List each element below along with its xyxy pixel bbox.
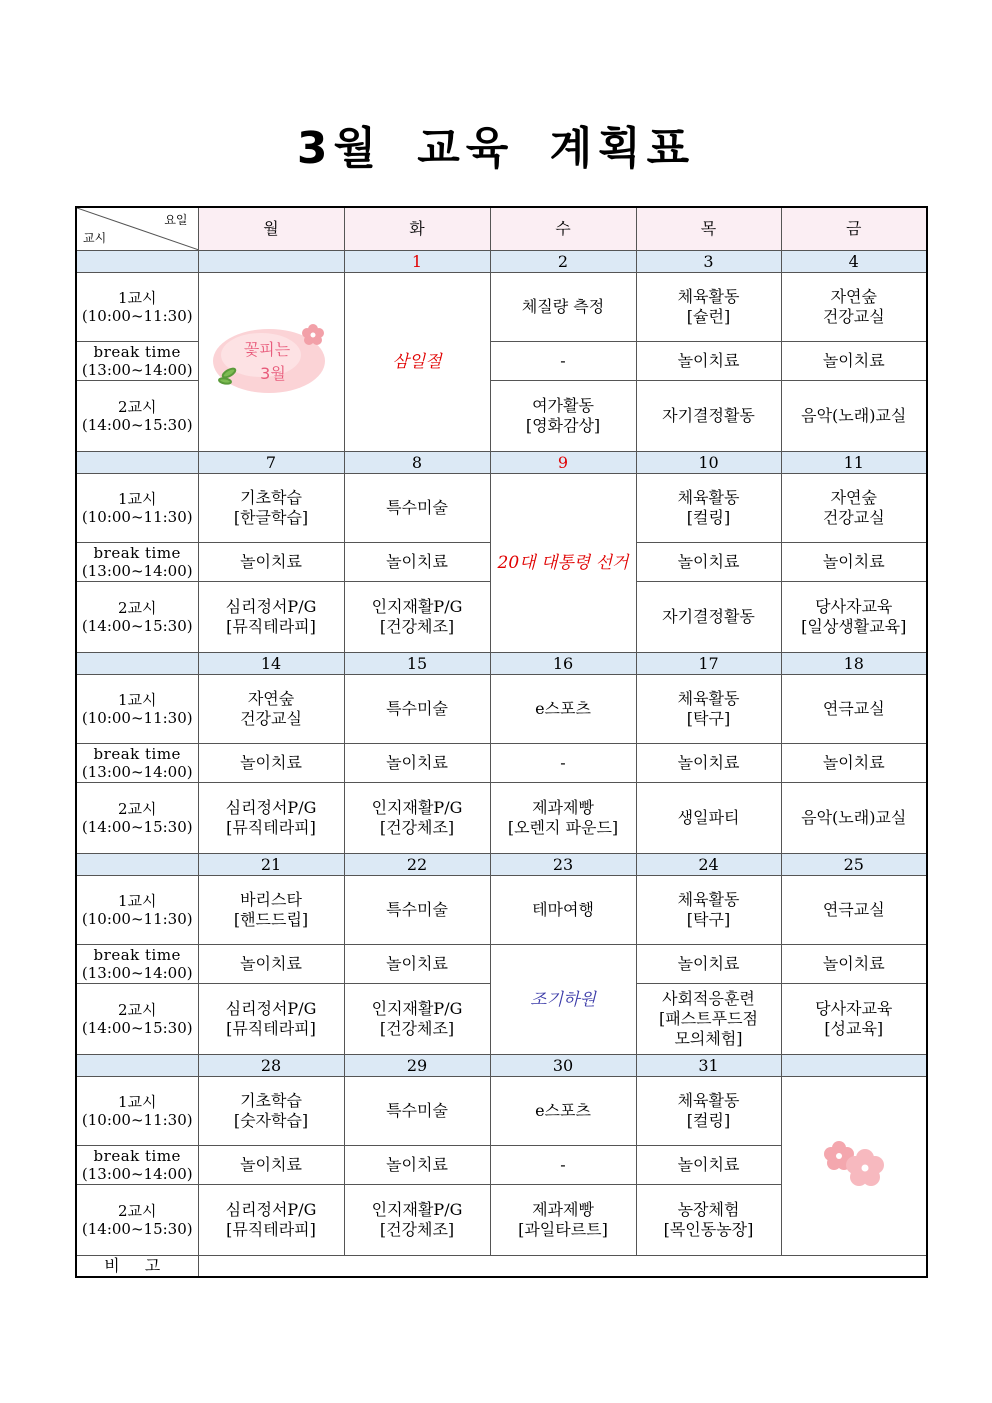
activity-cell: 심리정서P/G [뮤직테라피] — [198, 783, 344, 854]
corner-period-label: 교시 — [83, 231, 107, 245]
date-cell: 10 — [636, 452, 781, 474]
activity-cell: 특수미술 — [344, 1077, 490, 1146]
activity-cell: 당사자교육 [일상생활교육] — [781, 582, 927, 653]
activity-cell: 체육활동 [탁구] — [636, 876, 781, 945]
period-label: 1교시 (10:00~11:30) — [76, 474, 198, 543]
activity-cell: 바리스타 [핸드드립] — [198, 876, 344, 945]
activity-cell: 놀이치료 — [198, 945, 344, 984]
date-cell: 16 — [490, 653, 636, 675]
early-dismissal-cell: 조기하원 — [490, 945, 636, 1055]
date-cell: 15 — [344, 653, 490, 675]
activity-cell: 체질량 측정 — [490, 273, 636, 342]
date-row-label — [76, 653, 198, 675]
activity-cell: 제과제빵 [과일타르트] — [490, 1185, 636, 1256]
activity-cell: 특수미술 — [344, 675, 490, 744]
period-row — [76, 273, 927, 342]
activity-cell: 놀이치료 — [781, 342, 927, 381]
date-cell: 17 — [636, 653, 781, 675]
period-label: break time (13:00~14:00) — [76, 342, 198, 381]
activity-cell: 당사자교육 [성교육] — [781, 984, 927, 1055]
day-header-tue: 화 — [344, 207, 490, 251]
period-label: 1교시 (10:00~11:30) — [76, 876, 198, 945]
activity-cell: 놀이치료 — [781, 543, 927, 582]
date-row — [76, 452, 927, 474]
activity-cell: 제과제빵 [오렌지 파운드] — [490, 783, 636, 854]
holiday-cell: 20대 대통령 선거 — [490, 474, 636, 653]
period-row — [76, 675, 927, 744]
activity-cell: e스포츠 — [490, 1077, 636, 1146]
date-row-label — [76, 854, 198, 876]
activity-cell: 기초학습 [한글학습] — [198, 474, 344, 543]
period-label: break time (13:00~14:00) — [76, 543, 198, 582]
activity-cell: 놀이치료 — [781, 744, 927, 783]
date-cell: 28 — [198, 1055, 344, 1077]
date-cell: 8 — [344, 452, 490, 474]
activity-cell: 놀이치료 — [344, 1146, 490, 1185]
period-label: break time (13:00~14:00) — [76, 744, 198, 783]
date-cell: 29 — [344, 1055, 490, 1077]
date-cell: 2 — [490, 251, 636, 273]
activity-cell: 체육활동 [슐런] — [636, 273, 781, 342]
activity-cell: 여가활동 [영화감상] — [490, 381, 636, 452]
activity-cell: 자연숲 건강교실 — [198, 675, 344, 744]
date-row-label — [76, 251, 198, 273]
period-label: break time (13:00~14:00) — [76, 945, 198, 984]
activity-cell: 자기결정활동 — [636, 381, 781, 452]
date-row-label — [76, 1055, 198, 1077]
date-cell: 3 — [636, 251, 781, 273]
activity-cell: 사회적응훈련 [패스트푸드점 모의체험] — [636, 984, 781, 1055]
cherry-blossom-icon — [819, 1134, 889, 1194]
activity-cell: 놀이치료 — [636, 342, 781, 381]
date-cell: 21 — [198, 854, 344, 876]
day-header-fri: 금 — [781, 207, 927, 251]
activity-cell: 음악(노래)교실 — [781, 381, 927, 452]
date-cell — [198, 251, 344, 273]
activity-cell: 특수미술 — [344, 876, 490, 945]
break-row — [76, 744, 927, 783]
date-cell: 30 — [490, 1055, 636, 1077]
activity-cell: - — [490, 342, 636, 381]
decoration-text-line2: 3월 — [260, 363, 286, 383]
activity-cell: 자기결정활동 — [636, 582, 781, 653]
activity-cell: 자연숲 건강교실 — [781, 273, 927, 342]
date-cell: 24 — [636, 854, 781, 876]
activity-cell: 생일파티 — [636, 783, 781, 854]
activity-cell: 놀이치료 — [636, 744, 781, 783]
activity-cell: 기초학습 [숫자학습] — [198, 1077, 344, 1146]
date-cell: 18 — [781, 653, 927, 675]
date-cell: 31 — [636, 1055, 781, 1077]
activity-cell: 놀이치료 — [781, 945, 927, 984]
corner-cell — [76, 207, 198, 251]
day-header-thu: 목 — [636, 207, 781, 251]
activity-cell: - — [490, 1146, 636, 1185]
corner-day-label: 요일 — [164, 213, 188, 227]
date-row — [76, 251, 927, 273]
date-cell: 14 — [198, 653, 344, 675]
date-cell: 7 — [198, 452, 344, 474]
day-header-mon: 월 — [198, 207, 344, 251]
notes-label: 비 고 — [76, 1256, 198, 1278]
activity-cell: 인지재활P/G [건강체조] — [344, 1185, 490, 1256]
period-row — [76, 1077, 927, 1146]
period-row — [76, 876, 927, 945]
period-row — [76, 474, 927, 543]
day-header-wed: 수 — [490, 207, 636, 251]
activity-cell: 놀이치료 — [198, 744, 344, 783]
activity-cell: 자연숲 건강교실 — [781, 474, 927, 543]
period-label: 2교시 (14:00~15:30) — [76, 783, 198, 854]
blossom-decoration — [781, 1077, 927, 1256]
date-row — [76, 854, 927, 876]
period-label: 2교시 (14:00~15:30) — [76, 381, 198, 452]
activity-cell: 놀이치료 — [344, 744, 490, 783]
date-cell: 25 — [781, 854, 927, 876]
period-label: 1교시 (10:00~11:30) — [76, 1077, 198, 1146]
period-label: 1교시 (10:00~11:30) — [76, 675, 198, 744]
decoration-text-line1: 꽃피는 — [243, 339, 291, 359]
activity-cell: 농장체험 [목인동농장] — [636, 1185, 781, 1256]
notes-row — [76, 1256, 927, 1278]
page-title: 3월 교육 계획표 — [296, 123, 696, 174]
activity-cell: - — [490, 744, 636, 783]
activity-cell: 놀이치료 — [344, 945, 490, 984]
period-row — [76, 783, 927, 854]
period-label: 2교시 (14:00~15:30) — [76, 1185, 198, 1256]
spring-decoration — [198, 273, 344, 452]
date-cell — [781, 1055, 927, 1077]
activity-cell: 특수미술 — [344, 474, 490, 543]
activity-cell: 테마여행 — [490, 876, 636, 945]
activity-cell: 놀이치료 — [198, 1146, 344, 1185]
activity-cell: 음악(노래)교실 — [781, 783, 927, 854]
date-row-label — [76, 452, 198, 474]
date-row — [76, 1055, 927, 1077]
activity-cell: 놀이치료 — [636, 543, 781, 582]
period-label: 2교시 (14:00~15:30) — [76, 984, 198, 1055]
activity-cell: e스포츠 — [490, 675, 636, 744]
activity-cell: 인지재활P/G [건강체조] — [344, 783, 490, 854]
date-cell: 4 — [781, 251, 927, 273]
activity-cell: 인지재활P/G [건강체조] — [344, 582, 490, 653]
holiday-cell: 삼일절 — [344, 273, 490, 452]
date-cell: 1 — [344, 251, 490, 273]
period-label: 2교시 (14:00~15:30) — [76, 582, 198, 653]
date-cell: 9 — [490, 452, 636, 474]
activity-cell: 체육활동 [컬링] — [636, 474, 781, 543]
break-row — [76, 945, 927, 984]
activity-cell: 심리정서P/G [뮤직테라피] — [198, 984, 344, 1055]
activity-cell: 놀이치료 — [198, 543, 344, 582]
activity-cell: 놀이치료 — [636, 945, 781, 984]
activity-cell: 놀이치료 — [344, 543, 490, 582]
period-label: 1교시 (10:00~11:30) — [76, 273, 198, 342]
cherry-blossom-icon — [201, 315, 341, 405]
header-row — [76, 207, 927, 251]
date-cell: 23 — [490, 854, 636, 876]
activity-cell: 놀이치료 — [636, 1146, 781, 1185]
activity-cell: 체육활동 [탁구] — [636, 675, 781, 744]
activity-cell: 인지재활P/G [건강체조] — [344, 984, 490, 1055]
date-cell: 22 — [344, 854, 490, 876]
date-row — [76, 653, 927, 675]
activity-cell: 체육활동 [컬링] — [636, 1077, 781, 1146]
activity-cell: 심리정서P/G [뮤직테라피] — [198, 1185, 344, 1256]
activity-cell: 심리정서P/G [뮤직테라피] — [198, 582, 344, 653]
activity-cell: 연극교실 — [781, 876, 927, 945]
activity-cell: 연극교실 — [781, 675, 927, 744]
schedule-table — [75, 206, 928, 1278]
date-cell: 11 — [781, 452, 927, 474]
notes-content — [198, 1256, 927, 1278]
period-label: break time (13:00~14:00) — [76, 1146, 198, 1185]
